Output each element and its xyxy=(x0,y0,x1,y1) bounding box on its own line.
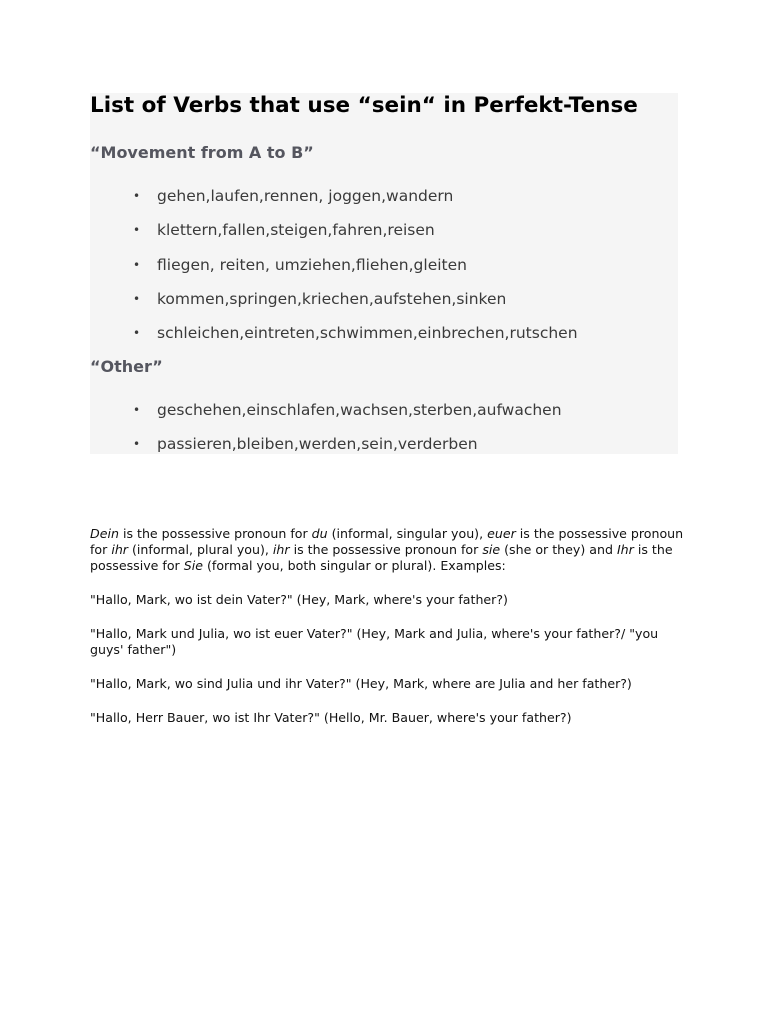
bullet-icon: • xyxy=(133,437,141,451)
text-run: is the possessive pronoun for xyxy=(289,542,483,557)
term-sie: sie xyxy=(482,542,501,557)
list-item-text: klettern,fallen,steigen,fahren,reisen xyxy=(157,221,435,239)
page-title: List of Verbs that use “sein“ in Perfekt-Tense xyxy=(90,93,638,118)
term-euer: euer xyxy=(487,526,516,541)
term-Ihr: Ihr xyxy=(616,542,634,557)
text-run: (informal, singular you), xyxy=(327,526,488,541)
term-Sie: Sie xyxy=(183,558,203,573)
example-sentence: "Hallo, Herr Bauer, wo ist Ihr Vater?" (Hello, Mr. Bauer, where's your father?) xyxy=(90,710,572,725)
bullet-icon: • xyxy=(133,326,141,340)
list-item xyxy=(133,399,562,421)
bullet-icon: • xyxy=(133,223,141,237)
text-run: is the possessive pronoun for xyxy=(118,526,312,541)
section-heading-movement: “Movement from A to B” xyxy=(90,143,314,162)
intro-paragraph xyxy=(90,526,690,574)
list-item xyxy=(133,288,507,310)
term-du: du xyxy=(311,526,328,541)
list-item xyxy=(133,219,435,241)
list-item-text: schleichen,eintreten,schwimmen,einbrechen,rutschen xyxy=(157,324,578,342)
bullet-icon: • xyxy=(133,403,141,417)
list-item-text: gehen,laufen,rennen, joggen,wandern xyxy=(157,187,454,205)
term-dein: Dein xyxy=(90,526,119,541)
text-run: (she or they) and xyxy=(500,542,617,557)
list-item xyxy=(133,254,467,276)
text-run: (informal, plural you), xyxy=(128,542,273,557)
term-ihr: ihr xyxy=(272,542,290,557)
list-item-text: geschehen,einschlafen,wachsen,sterben,aufwachen xyxy=(157,401,562,419)
term-ihr: ihr xyxy=(111,542,128,557)
list-item-text: fliegen, reiten, umziehen,fliehen,gleiten xyxy=(157,256,467,274)
section-heading-other: “Other” xyxy=(90,357,163,376)
text-run: is the possessive pronoun for xyxy=(90,526,684,557)
list-item xyxy=(133,185,454,207)
example-sentence: "Hallo, Mark und Julia, wo ist euer Vater?" (Hey, Mark and Julia, where's your father?/ "you guys' father") xyxy=(90,626,659,657)
list-item-text: passieren,bleiben,werden,sein,verderben xyxy=(157,435,478,453)
text-run: (formal you, both singular or plural). Examples: xyxy=(202,558,506,573)
bullet-icon: • xyxy=(133,258,141,272)
list-item xyxy=(133,433,478,455)
example-sentence: "Hallo, Mark, wo sind Julia und ihr Vater?" (Hey, Mark, where are Julia and her father?) xyxy=(90,676,632,691)
list-item-text: kommen,springen,kriechen,aufstehen,sinken xyxy=(157,290,507,308)
example-sentence: "Hallo, Mark, wo ist dein Vater?" (Hey, Mark, where's your father?) xyxy=(90,592,508,607)
bullet-icon: • xyxy=(133,292,141,306)
bullet-icon: • xyxy=(133,189,141,203)
list-item xyxy=(133,322,578,344)
text-run: is the possessive for xyxy=(90,542,673,573)
